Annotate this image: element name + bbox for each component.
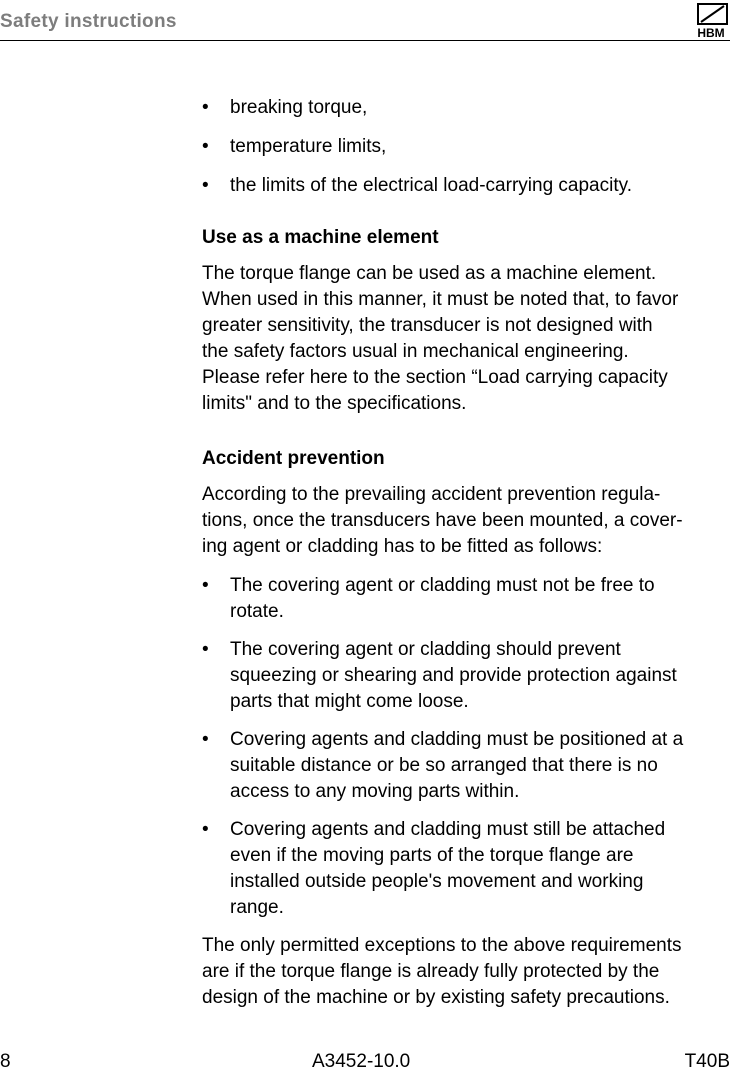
list-item-line: The covering agent or cladding must not be free to	[230, 575, 655, 596]
bullet-icon: •	[202, 729, 209, 750]
footer-page-number: 8	[0, 1051, 11, 1072]
list-item-line: The covering agent or cladding should prevent	[230, 639, 621, 660]
bullet-icon: •	[202, 575, 209, 596]
page-content	[202, 95, 730, 1011]
page-header-title: Safety instructions	[0, 11, 177, 32]
list-item-text: the limits of the electrical load-carrying capacity.	[230, 175, 632, 196]
paragraph-line: design of the machine or by existing safety precautions.	[202, 987, 670, 1008]
paragraph-line: Please refer here to the section “Load carrying capacity	[202, 367, 668, 388]
accident-prevention-intro	[202, 482, 730, 560]
intro-bullet-list	[202, 95, 730, 199]
list-item-line: Covering agents and cladding must still be attached	[230, 819, 666, 840]
section-heading-accident-prevention: Accident prevention	[202, 448, 385, 469]
paragraph-line: the safety factors usual in mechanical engineering.	[202, 341, 629, 362]
bullet-icon: •	[202, 97, 209, 118]
list-item	[202, 134, 730, 160]
footer-doc-number: A3452-10.0	[312, 1051, 411, 1072]
paragraph-line: tions, once the transducers have been mounted, a cover-	[202, 510, 683, 531]
list-item-line: squeezing or shearing and provide protection against	[230, 665, 677, 686]
list-item-line: installed outside people's movement and working	[230, 871, 644, 892]
bullet-icon: •	[202, 175, 209, 196]
accident-prevention-bullet-list	[202, 573, 730, 921]
paragraph-line: limits" and to the specifications.	[202, 393, 467, 414]
list-item	[202, 95, 730, 121]
list-item-line: access to any moving parts within.	[230, 781, 520, 802]
bullet-icon: •	[202, 819, 209, 840]
list-item-line: suitable distance or be so arranged that there is no	[230, 755, 658, 776]
paragraph-line: The only permitted exceptions to the above requirements	[202, 935, 682, 956]
header-divider	[0, 40, 730, 41]
list-item	[202, 637, 730, 715]
paragraph-line: are if the torque flange is already fully protected by the	[202, 961, 660, 982]
closing-paragraph	[202, 933, 730, 1011]
logo-text: HBM	[697, 26, 725, 39]
list-item-line: range.	[230, 897, 284, 918]
machine-element-paragraph	[202, 261, 730, 417]
paragraph-line: According to the prevailing accident prevention regula-	[202, 484, 661, 505]
list-item	[202, 573, 730, 625]
paragraph-line: greater sensitivity, the transducer is not designed with	[202, 315, 653, 336]
list-item-line: Covering agents and cladding must be positioned at a	[230, 729, 684, 750]
list-item-line: parts that might come loose.	[230, 691, 469, 712]
list-item	[202, 727, 730, 805]
section-heading-machine-element: Use as a machine element	[202, 227, 439, 248]
paragraph-line: ing agent or cladding has to be fitted as follows:	[202, 536, 603, 557]
bullet-icon: •	[202, 136, 209, 157]
footer-product: T40B	[684, 1051, 730, 1072]
list-item-line: rotate.	[230, 601, 284, 622]
paragraph-line: The torque flange can be used as a machine element.	[202, 263, 657, 284]
list-item-line: even if the moving parts of the torque flange are	[230, 845, 634, 866]
list-item-text: temperature limits,	[230, 136, 387, 157]
list-item	[202, 817, 730, 921]
paragraph-line: When used in this manner, it must be noted that, to favor	[202, 289, 679, 310]
hbm-logo	[692, 3, 730, 39]
list-item-text: breaking torque,	[230, 97, 368, 118]
bullet-icon: •	[202, 639, 209, 660]
list-item	[202, 173, 730, 199]
